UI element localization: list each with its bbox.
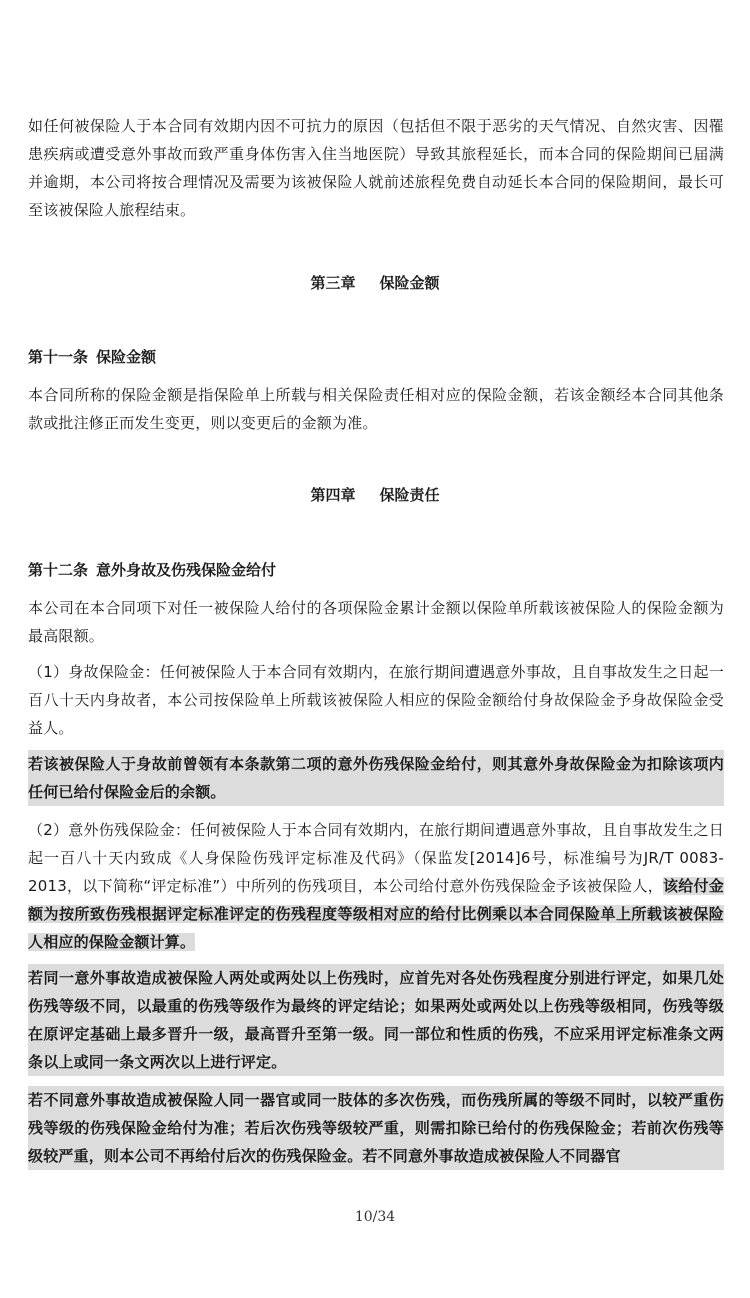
extension-paragraph: 如任何被保险人于本合同有效期内因不可抗力的原因（包括但不限于恶劣的天气情况、自然灾害、因罹患疾病或遭受意外事故而致严重身体伤害入住当地医院）导致其旅程延长，而本合同的保险期间已届满并逾期，本公司将按合理情况及需要为该被保险人就前述旅程免费自动延长本合同的保险期间，最长可至该被保险人旅程结束。 <box>28 117 724 219</box>
chapter-title: 保险责任 <box>379 486 440 504</box>
death-benefit-note: 若该被保险人于身故前曾领有本条款第二项的意外伤残保险金给付，则其意外身故保险金为扣除该项内任何已给付保险金后的余额。 <box>28 750 724 806</box>
disability-benefit-calculation: 该给付金额为按所致伤残根据评定标准评定的伤残程度等级相对应的给付比例乘以本合同保险单上所载该被保险人相应的保险金额计算。 <box>28 877 724 951</box>
page-number: 10/34 <box>354 1209 396 1225</box>
article-11-text: 本合同所称的保险金额是指保险单上所载与相关保险责任相对应的保险金额，若该金额经本合同其他条款或批注修正而发生变更，则以变更后的金额为准。 <box>28 386 724 432</box>
repeated-disability-rule: 若不同意外事故造成被保险人同一器官或同一肢体的多次伤残，而伤残所属的等级不同时，以较严重伤残等级的伤残保险金给付为准；若后次伤残等级较严重，则需扣除已给付的伤残保险金；若前次伤残等级较严重，则本公司不再给付后次的伤残保险金。若不同意外事故造成被保险人不同器官 <box>28 1086 724 1170</box>
chapter-number: 第四章 <box>310 486 356 504</box>
article-12-heading <box>28 556 276 584</box>
disability-benefit-text: （2）意外伤残保险金：任何被保险人于本合同有效期内，在旅行期间遭遇意外事故，且自事故发生之日起一百八十天内致成《人身保险伤残评定标准及代码》（保监发[2014]6号，标准编号为JR/T 0083-2013，以下简称“评定标准”）中所列的伤残项目，本公司给付意外伤残保险金予该被保险人， <box>28 821 724 895</box>
article-title: 保险金额 <box>96 348 157 366</box>
chapter-number: 第三章 <box>310 274 356 292</box>
article-11-heading <box>28 343 156 371</box>
article-12-intro: 本公司在本合同项下对任一被保险人给付的各项保险金累计金额以保险单所载该被保险人的保险金额为最高限额。 <box>28 599 724 645</box>
chapter-3-heading <box>0 269 750 297</box>
multiple-disability-rule: 若同一意外事故造成被保险人两处或两处以上伤残时，应首先对各处伤残程度分别进行评定，如果几处伤残等级不同，以最重的伤残等级作为最终的评定结论；如果两处或两处以上伤残等级相同，伤残等级在原评定基础上最多晋升一级，最高晋升至第一级。同一部位和性质的伤残，不应采用评定标准条文两条以上或同一条文两次以上进行评定。 <box>28 964 724 1076</box>
chapter-title: 保险金额 <box>379 274 440 292</box>
article-number: 第十一条 <box>28 348 89 366</box>
chapter-4-heading <box>0 481 750 509</box>
article-title: 意外身故及伤残保险金给付 <box>96 561 277 579</box>
disability-benefit-item <box>28 816 724 956</box>
death-benefit-item: （1）身故保险金：任何被保险人于本合同有效期内，在旅行期间遭遇意外事故，且自事故发生之日起一百八十天内身故者，本公司按保险单上所载该被保险人相应的保险金额给付身故保险金予身故保险金受益人。 <box>28 663 724 737</box>
article-number: 第十二条 <box>28 561 89 579</box>
